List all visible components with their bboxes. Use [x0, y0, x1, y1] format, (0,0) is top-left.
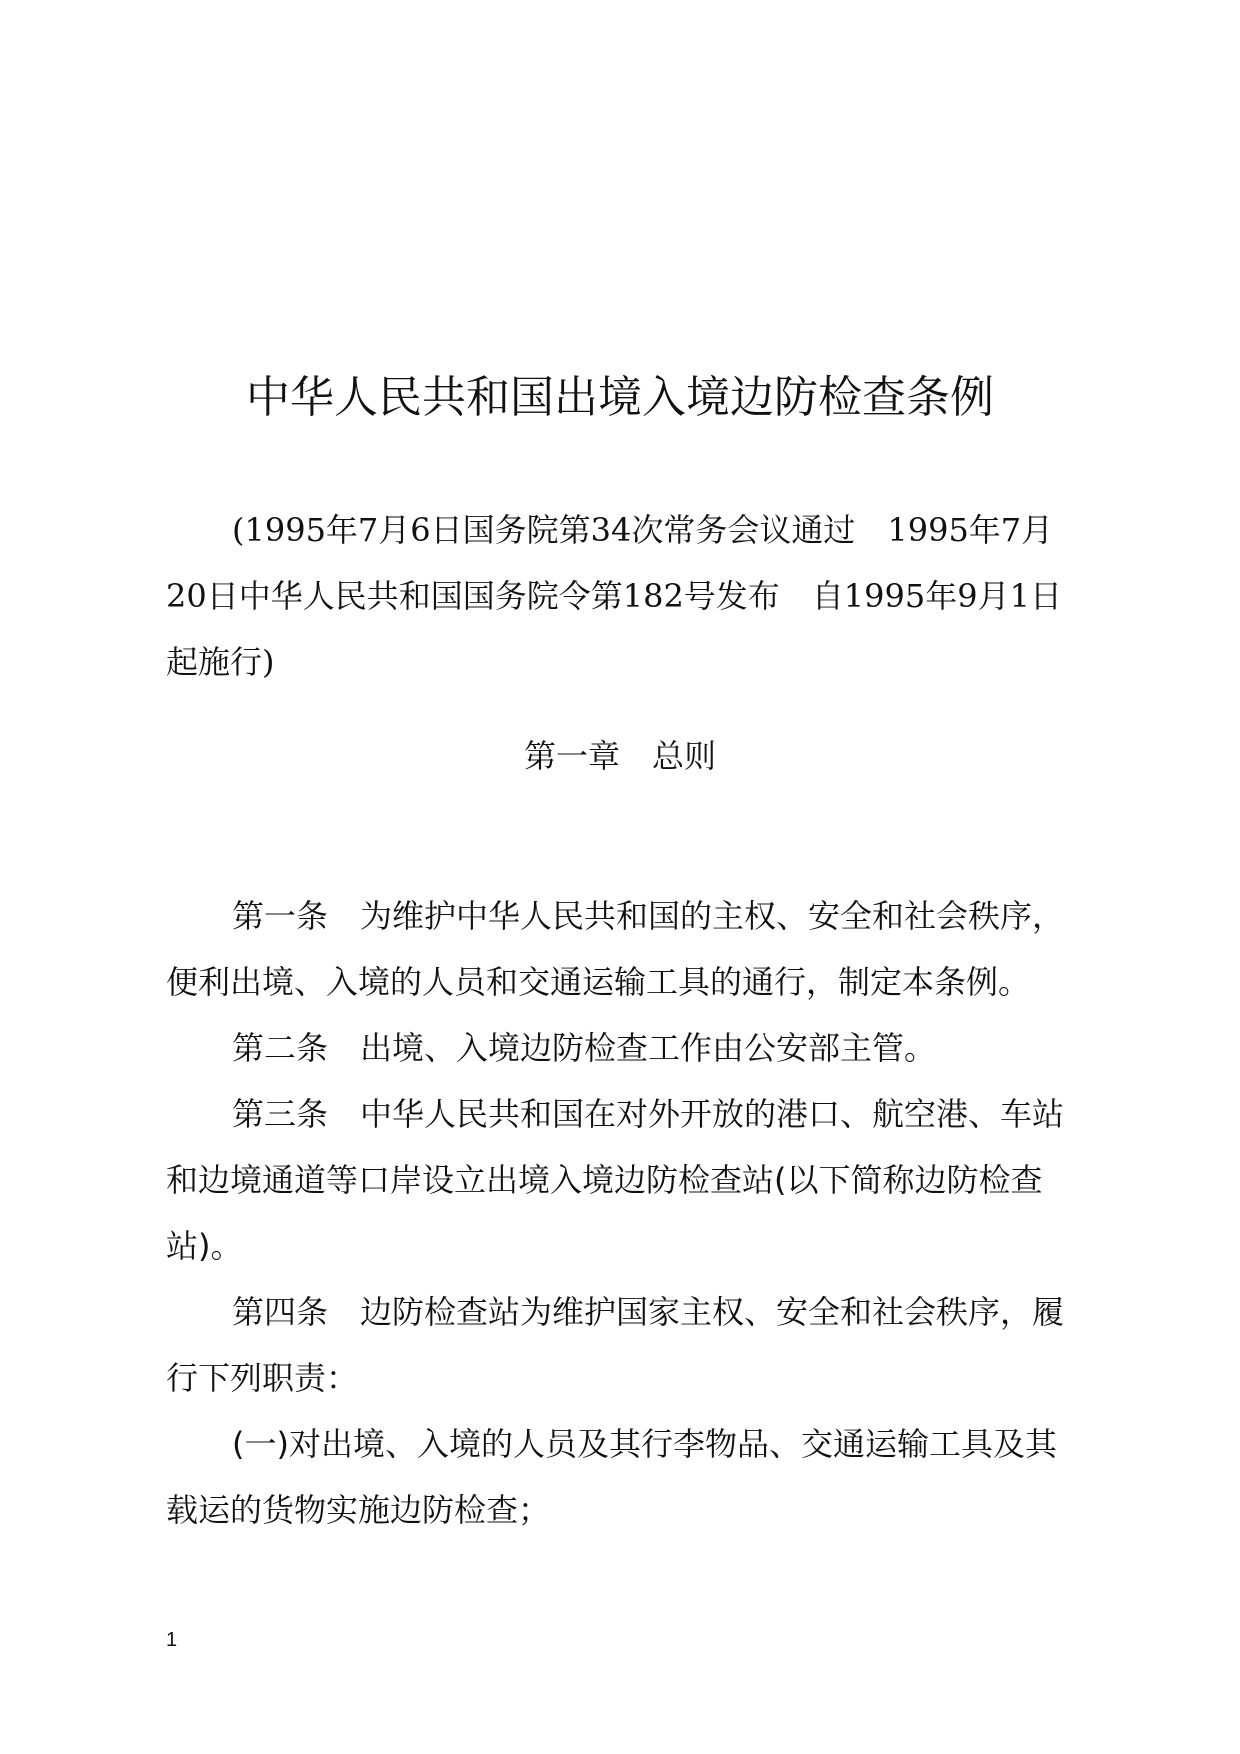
- promulgation-note: (1995年7月6日国务院第34次常务会议通过 1995年7月20日中华人民共和国国务院令第182号发布 自1995年9月1日起施行): [166, 511, 1062, 681]
- page-number: 1: [166, 1629, 178, 1651]
- article-3: 第三条 中华人民共和国在对外开放的港口、航空港、车站和边境通道等口岸设立出境入境边防检查站(以下简称边防检查站)。: [166, 1095, 1065, 1265]
- articles-section: [166, 883, 1088, 1543]
- chapter-heading: 第一章 总则: [523, 737, 716, 775]
- article-2: 第二条 出境、入境边防检查工作由公安部主管。: [232, 1029, 937, 1067]
- article-4-item-1: (一)对出境、入境的人员及其行李物品、交通运输工具及其载运的货物实施边防检查；: [166, 1425, 1057, 1529]
- promulgation-block: [166, 497, 1088, 695]
- article-4: 第四条 边防检查站为维护国家主权、安全和社会秩序，履行下列职责：: [166, 1293, 1065, 1397]
- document-title: 中华人民共和国出境入境边防检查条例: [246, 372, 994, 423]
- article-1: 第一条 为维护中华人民共和国的主权、安全和社会秩序，便利出境、入境的人员和交通运输工具的通行，制定本条例。: [166, 897, 1065, 1001]
